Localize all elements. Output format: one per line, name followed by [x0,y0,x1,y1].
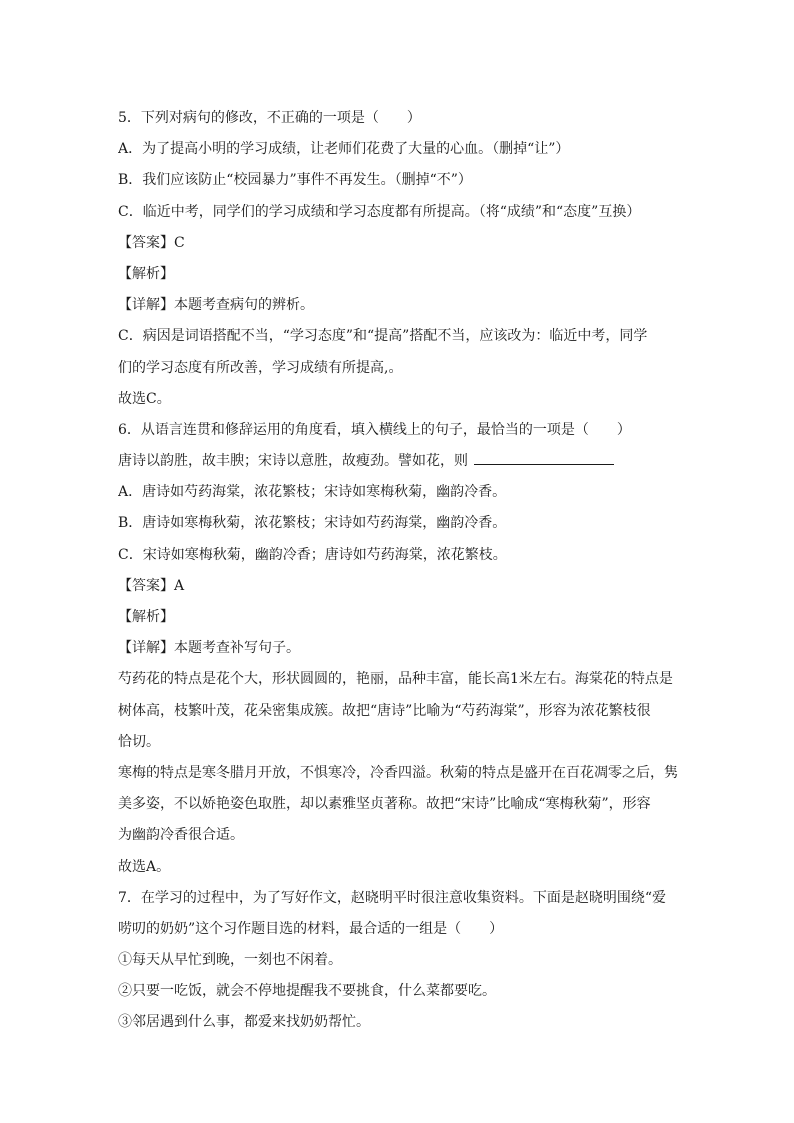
question-5-option-b: B．我们应该防止“校园暴力”事件不再发生。（删掉“不”） [118,172,472,189]
question-7-material-1: ①每天从早忙到晚，一刻也不闲着。 [118,952,342,969]
question-6-option-b: B．唐诗如寒梅秋菊，浓花繁枝；宋诗如芍药海棠，幽韵冷香。 [118,515,507,532]
question-5-conclusion: 故选C。 [118,390,171,407]
question-6-option-c: C．宋诗如寒梅秋菊，幽韵冷香；唐诗如芍药海棠，浓花繁枝。 [118,546,507,563]
question-5-option-c: C．临近中考，同学们的学习成绩和学习态度都有所提高。（将“成绩”和“态度”互换） [118,203,641,220]
question-6-paragraph-2: 寒梅的特点是寒冬腊月开放，不惧寒冷，冷香四溢。秋菊的特点是盛开在百花凋零之后，隽 [118,764,678,781]
question-6-answer: 【答案】A [118,577,185,594]
question-6-passage [118,446,678,477]
question-7-material-2: ②只要一吃饭，就会不停地提醒我不要挑食，什么菜都要吃。 [118,983,496,1000]
question-6-paragraph-2-cont: 美多姿，不以娇艳姿色取胜，却以素雅坚贞著称。故把“宋诗”比喻成“寒梅秋菊”，形容 [118,796,651,813]
question-5-analysis-heading: 【解析】 [118,265,174,282]
question-6-paragraph-1: 芍药花的特点是花个大，形状圆圆的，艳丽，品种丰富，能长高1米左右。海棠花的特点是 [118,671,673,688]
document-body [118,103,678,1039]
question-6-paragraph-2-end: 为幽韵冷香很合适。 [118,827,244,844]
question-6-conclusion: 故选A。 [118,858,171,875]
question-6-paragraph-1-end: 恰切。 [118,733,160,750]
question-6-detail: 【详解】本题考查补写句子。 [118,640,300,657]
question-6-paragraph-1-cont: 树体高，枝繁叶茂，花朵密集成簇。故把“唐诗”比喻为“芍药海棠”，形容为浓花繁枝很 [118,702,651,719]
question-5-explanation: C．病因是词语搭配不当，“学习态度”和“提高”搭配不当，应该改为：临近中考，同学 [118,328,648,345]
question-5-detail: 【详解】本题考查病句的辨析。 [118,297,314,314]
question-7-stem: 7．在学习的过程中，为了写好作文，赵晓明平时很注意收集资料。下面是赵晓明围绕“爱 [118,889,667,906]
question-6-option-a: A．唐诗如芍药海棠，浓花繁枝；宋诗如寒梅秋菊，幽韵冷香。 [118,484,507,501]
question-5-explanation-cont: 们的学习态度有所改善，学习成绩有所提高,。 [118,359,403,376]
question-5-stem: 5．下列对病句的修改，不正确的一项是（ ） [118,110,421,126]
question-7-material-3: ③邻居遇到什么事，都爱来找奶奶帮忙。 [118,1014,370,1031]
question-5-answer: 【答案】C [118,234,185,251]
question-6-stem: 6．从语言连贯和修辞运用的角度看，填入横线上的句子，最恰当的一项是（ ） [118,421,631,438]
question-5-option-a: A．为了提高小明的学习成绩，让老师们花费了大量的心血。（删掉“让”） [118,141,570,158]
fill-in-blank [474,450,614,465]
question-6-analysis-heading: 【解析】 [118,609,174,625]
question-7-stem-cont: 唠叨的奶奶”这个习作题目选的材料，最合适的一组是（ ） [118,920,504,937]
question-6-passage-text: 唐诗以韵胜，故丰腴；宋诗以意胜，故瘦劲。譬如花，则 [118,453,468,470]
